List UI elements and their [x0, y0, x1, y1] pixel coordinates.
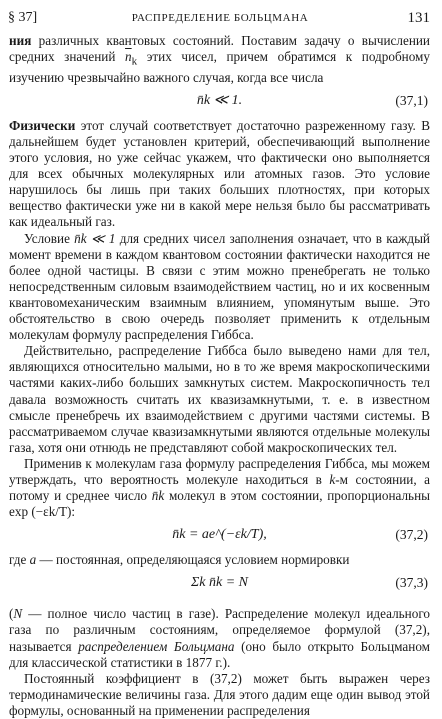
equation-37-2	[9, 523, 430, 549]
p3-cond: n̄k ≪ 1	[74, 230, 116, 246]
section-number: § 37]	[8, 10, 38, 25]
p7-b: — полное число частиц в газе). Распределение молекул идеального газа по различным состояниям, определяемое формулой (37,2), называется	[9, 606, 430, 654]
p1-nk: $\overline{n}$	[125, 49, 132, 65]
page-body	[9, 33, 430, 719]
paragraph-7	[9, 606, 430, 670]
p5-a: Применив к молекулам газа формулу распределения Гиббса, мы можем утверждать, что вероятность молекуле находиться в	[9, 455, 430, 487]
p2-start: Физически	[9, 117, 76, 133]
p6-var: a	[29, 552, 37, 568]
p7-a: (	[9, 606, 14, 622]
eq2-number: (37,2)	[395, 527, 428, 543]
p5-k: k	[329, 471, 336, 487]
p1-sub: k	[131, 55, 138, 68]
eq1-formula: n̄k ≪ 1.	[196, 92, 243, 108]
paragraph-5	[9, 456, 430, 520]
p1-start: ния	[9, 33, 32, 48]
paragraph-8: Постоянный коэффициент в (37,2) может быть выражен через термодинамические величины газа. Для этого дадим еще один вывод этой формулы, основанный на применении распределения	[9, 670, 430, 718]
p5-c: молекул в этом состоянии, пропорциональны exp (−εk/T):	[9, 488, 430, 520]
eq2-formula: n̄k = ae^(−εk/T),	[172, 527, 267, 543]
paragraph-1	[9, 33, 430, 86]
equation-37-3	[9, 571, 430, 603]
p5-b: -м состоянии, а потому и среднее число	[9, 471, 430, 504]
eq3-number: (37,3)	[395, 575, 428, 591]
p2-text: этот случай соответствует достаточно разреженному газу. В дальнейшем будет установлен критерий, обеспечивающий выполнение этого условия, но уже сейчас укажем, что фактически оно выполняется для всех обычных молекулярных или атомных газов. Это условие нарушилось бы лишь при таких больших плотностях, при которых вещество фактически уже ни в какой мере нельзя было бы рассматривать как идеальный газ.	[9, 117, 430, 230]
paragraph-2	[9, 118, 430, 231]
p7-c: (оно было открыто Больцманом для классической статистики в 1877 г.).	[9, 638, 431, 670]
p7-term: распределением Больцмана	[78, 638, 235, 654]
p1-rest: этих чисел, причем обратимся к подробному изучению чрезвычайно важного случая, когда все числа	[9, 49, 430, 85]
p3-b: для средних чисел заполнения означает, что в каждый момент времени в каждом квантовом состоянии фактически находится не более одной частицы. В связи с этим можно пренебрегать не только непосредственным силовым взаимодействием частиц, но и их косвенным квантовомеханическим взаимным влиянием, упомянутым выше. Это обстоятельство в свою очередь позволяет применить к отдельным молекулам формулу распределения Гиббса.	[9, 230, 430, 343]
eq3-formula: Σk n̄k = N	[190, 575, 249, 591]
eq1-number: (37,1)	[395, 92, 428, 108]
page-header	[8, 8, 432, 28]
running-title: РАСПРЕДЕЛЕНИЕ БОЛЬЦМАНА	[131, 12, 309, 24]
equation-37-1	[9, 89, 430, 115]
p1-text: различных квантовых состояний. Поставим задачу о вычислении средних значений	[9, 33, 430, 65]
page-number: 131	[407, 10, 430, 26]
paragraph-4: Действительно, распределение Гиббса было выведено нами для тел, являющихся относительно малыми, но в то же время макроскопическими частями каких-либо больших замкнутых систем. Макроскопичность тел давала возможность считать их квазизамкнутыми, т. е. в известном смысле пренебречь их взаимодействием с другими частями системы. В рассматриваемом случае квазизамкнутыми являются отдельные молекулы газа, хотя они отнюдь не представляют собой макроскопических тел.	[9, 343, 430, 455]
p6-b: — постоянная, определяющаяся условием нормировки	[36, 552, 350, 568]
p6-a: где	[9, 552, 30, 568]
paragraph-3	[9, 231, 430, 344]
p5-nk: n̄k	[151, 488, 165, 504]
p3-a: Условие	[24, 230, 75, 246]
p7-N: N	[13, 606, 23, 622]
paragraph-6	[9, 552, 430, 568]
